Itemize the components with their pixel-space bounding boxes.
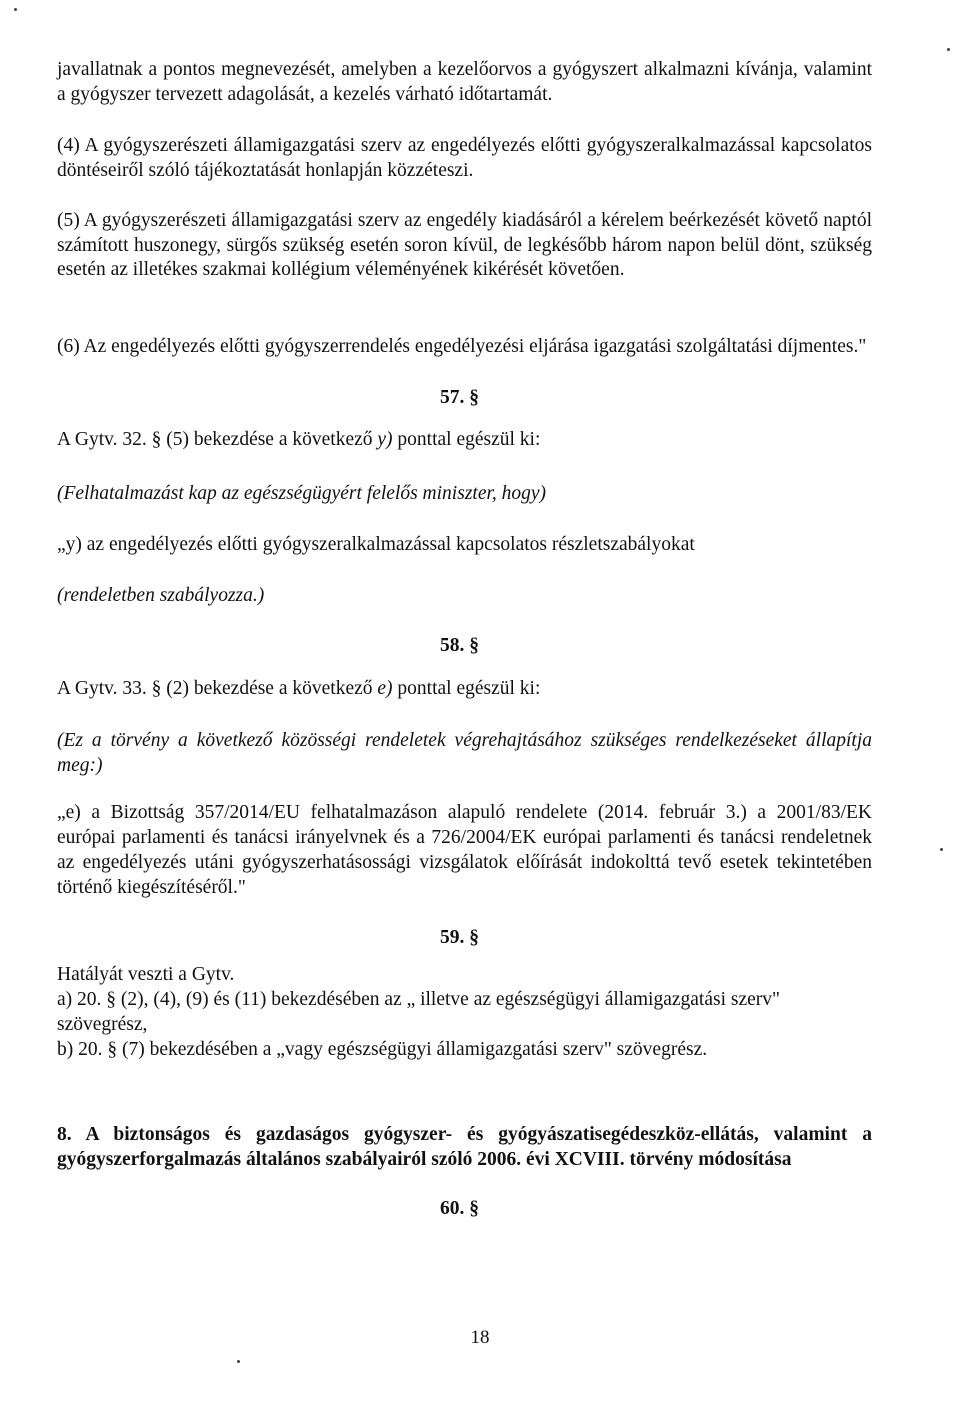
scan-speck <box>14 8 17 11</box>
paragraph-5: (5) A gyógyszerészeti államigazgatási szerv az engedély kiadásáról a kérelem beérkezését követő naptól számított huszonegy, sürgős szükség esetén soron kívül, de legkésőbb három napon belül dönt, szükség esetén az illetékes szakmai kollégium véleményének kikérését követően. <box>57 210 872 280</box>
section-58-intro-pre: A Gytv. 33. § (2) bekezdése a következő <box>57 678 378 699</box>
section-59-item-b: b) 20. § (7) bekezdésében a „vagy egészségügyi államigazgatási szerv" szövegrész. <box>57 1039 708 1060</box>
section-57-intro <box>57 427 872 452</box>
section-57-intro-pre: A Gytv. 32. § (5) bekezdése a következő <box>57 429 378 450</box>
section-60-heading: 60. § <box>440 1198 479 1219</box>
section-57-intro-item: y) <box>377 429 393 450</box>
section-58-intro-post: ponttal egészül ki: <box>392 678 541 699</box>
paragraph-4: (4) A gyógyszerészeti államigazgatási szerv az engedélyezés előtti gyógyszeralkalmazással kapcsolatos döntéseiről szóló tájékoztatását honlapján közzéteszi. <box>57 135 872 181</box>
section-57-heading: 57. § <box>440 387 479 408</box>
section-58-intro <box>57 676 872 701</box>
section-59-heading: 59. § <box>440 927 479 948</box>
paragraph-6: (6) Az engedélyezés előtti gyógyszerrendelés engedélyezési eljárása igazgatási szolgáltatási díjmentes." <box>57 336 867 357</box>
section-57-context-open: (Felhatalmazást kap az egészségügyért felelős miniszter, hogy) <box>57 483 547 504</box>
section-59-item-a: a) 20. § (2), (4), (9) és (11) bekezdésében az „ illetve az egészségügyi államigazgatási szerv" szövegrész, <box>57 989 780 1035</box>
section-57-context-close: (rendeletben szabályozza.) <box>57 585 265 606</box>
section-58-intro-item: e) <box>377 678 393 699</box>
scan-speck <box>947 48 950 51</box>
page-number: 18 <box>470 1327 490 1348</box>
scan-speck <box>237 1360 240 1363</box>
chapter-8-title: 8. A biztonságos és gazdaságos gyógyszer- és gyógyászatisegédeszköz-ellátás, valamint a gyógyszerforgalmazás általános szabályairól szóló 2006. évi XCVIII. törvény módosítása <box>57 1124 872 1170</box>
paragraph-intro: javallatnak a pontos megnevezését, amelyben a kezelőorvos a gyógyszert alkalmazni kívánja, valamint a gyógyszer tervezett adagolását, a kezelés várható időtartamát. <box>57 59 872 105</box>
section-57-item: „y) az engedélyezés előtti gyógyszeralkalmazással kapcsolatos részletszabályokat <box>57 534 695 555</box>
section-58-heading: 58. § <box>440 635 479 656</box>
section-59-intro: Hatályát veszti a Gytv. <box>57 964 235 985</box>
section-58-item: „e) a Bizottság 357/2014/EU felhatalmazáson alapuló rendelete (2014. február 3.) a 2001/83/EK európai parlamenti és tanácsi irányelvnek és a 726/2004/EK európai parlamenti és tanácsi rendeletnek az engedélyezés utáni gyógyszerhatásossági vizsgálatok előírását indokolttá tevő esetek tekintetében történő kiegészítéséről." <box>57 802 872 898</box>
section-58-context-open: (Ez a törvény a következő közösségi rendeletek végrehajtásához szükséges rendelkezéseket állapítja meg:) <box>57 730 872 776</box>
section-57-intro-post: ponttal egészül ki: <box>392 429 541 450</box>
scan-speck <box>940 848 943 851</box>
